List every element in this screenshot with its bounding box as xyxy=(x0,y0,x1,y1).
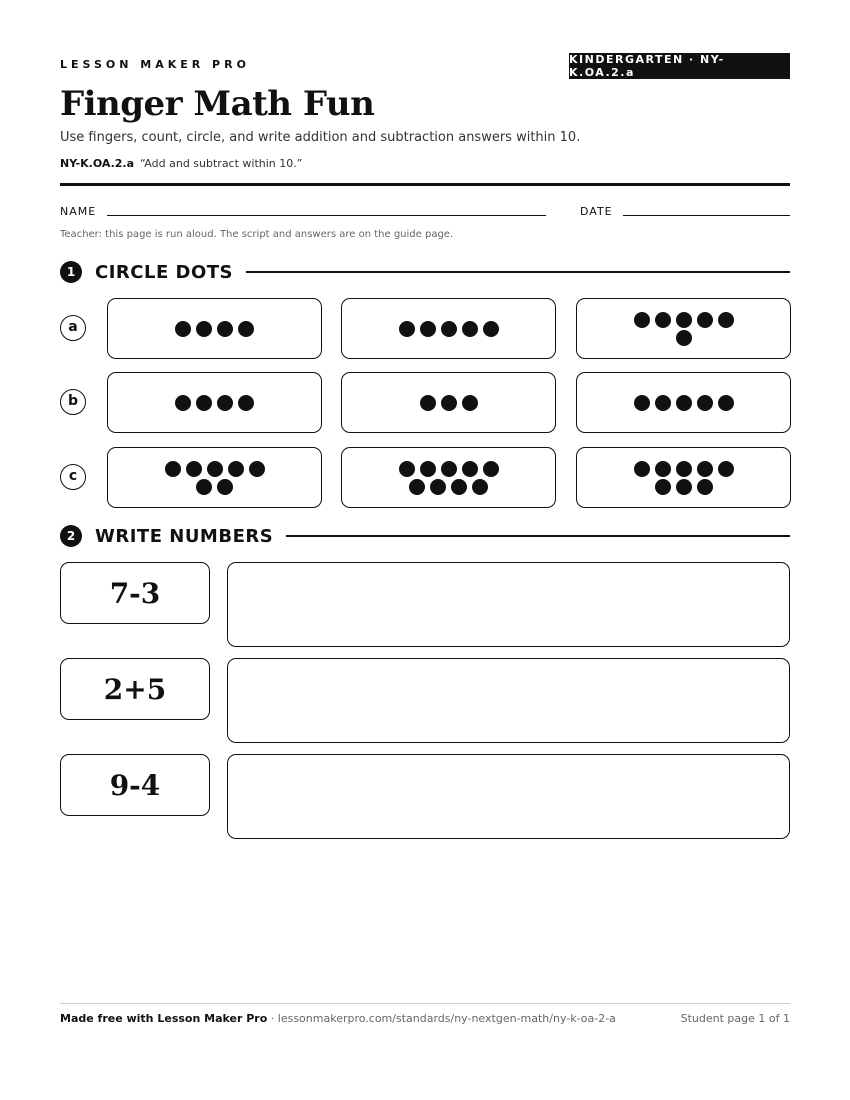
section-title: CIRCLE DOTS xyxy=(95,261,233,283)
footer-page-info: Student page 1 of 1 xyxy=(680,1012,790,1025)
dot xyxy=(207,461,223,477)
section-title: WRITE NUMBERS xyxy=(95,525,274,547)
dot xyxy=(420,321,436,337)
dot-row xyxy=(673,330,694,346)
dot-box[interactable] xyxy=(107,298,322,359)
dot xyxy=(441,321,457,337)
dot-box[interactable] xyxy=(341,298,556,359)
dot xyxy=(420,461,436,477)
dot xyxy=(399,321,415,337)
dot xyxy=(165,461,181,477)
section-rule xyxy=(286,535,790,537)
dot xyxy=(718,395,734,411)
dot xyxy=(718,312,734,328)
page-title: Finger Math Fun xyxy=(60,84,375,124)
dot xyxy=(238,395,254,411)
problem-expression: 7-3 xyxy=(60,562,210,624)
dot xyxy=(441,461,457,477)
standard-code: NY-K.OA.2.a xyxy=(60,157,135,170)
problem-expression: 2+5 xyxy=(60,658,210,720)
footer-divider xyxy=(60,1003,790,1004)
dot-box[interactable] xyxy=(341,372,556,433)
dot xyxy=(697,312,713,328)
dot xyxy=(472,479,488,495)
dot xyxy=(462,461,478,477)
dot-box[interactable] xyxy=(576,298,791,359)
dot xyxy=(483,461,499,477)
page-subtitle: Use fingers, count, circle, and write addition and subtraction answers within 10. xyxy=(60,130,581,145)
dot-row xyxy=(173,321,257,337)
dot-row xyxy=(631,461,736,477)
dot xyxy=(676,461,692,477)
dot xyxy=(655,479,671,495)
dot-row xyxy=(396,321,501,337)
dot xyxy=(175,321,191,337)
dot-box[interactable] xyxy=(341,447,556,508)
dot xyxy=(634,395,650,411)
dot-row xyxy=(407,479,491,495)
dot-box[interactable] xyxy=(576,447,791,508)
footer-made-with: Made free with Lesson Maker Pro xyxy=(60,1012,268,1025)
dot-row xyxy=(631,395,736,411)
dot-box[interactable] xyxy=(107,447,322,508)
dot xyxy=(676,395,692,411)
dot xyxy=(399,461,415,477)
section-circle-dots-header xyxy=(60,259,790,285)
standard-line xyxy=(60,157,302,170)
answer-box[interactable] xyxy=(227,754,790,839)
dot xyxy=(430,479,446,495)
dot xyxy=(462,395,478,411)
dot-row xyxy=(162,461,267,477)
dot-row xyxy=(173,395,257,411)
dot xyxy=(238,321,254,337)
section-write-numbers-header xyxy=(60,523,790,549)
answer-box[interactable] xyxy=(227,562,790,647)
dot xyxy=(676,330,692,346)
dot xyxy=(186,461,202,477)
dot xyxy=(634,461,650,477)
row-label-c: c xyxy=(60,464,86,490)
dot xyxy=(196,321,212,337)
name-label: NAME xyxy=(60,205,97,218)
dot xyxy=(634,312,650,328)
standard-text: “Add and subtract within 10.” xyxy=(140,157,303,170)
dot xyxy=(217,321,233,337)
footer-url[interactable]: · lessonmakerpro.com/standards/ny-nextgen-math/ny-k-oa-2-a xyxy=(267,1012,616,1025)
section-number: 2 xyxy=(60,525,82,547)
dot xyxy=(718,461,734,477)
name-field[interactable] xyxy=(107,215,546,216)
dot xyxy=(420,395,436,411)
dot xyxy=(483,321,499,337)
header-divider xyxy=(60,183,790,186)
dot xyxy=(441,395,457,411)
row-label-a: a xyxy=(60,315,86,341)
row-label-b: b xyxy=(60,389,86,415)
dot xyxy=(228,461,244,477)
date-field[interactable] xyxy=(623,215,790,216)
dot xyxy=(249,461,265,477)
dot xyxy=(697,479,713,495)
dot xyxy=(451,479,467,495)
dot xyxy=(409,479,425,495)
dot-row xyxy=(417,395,480,411)
brand-name: LESSON MAKER PRO xyxy=(60,58,250,71)
dot-row xyxy=(396,461,501,477)
dot xyxy=(196,395,212,411)
dot xyxy=(655,461,671,477)
answer-box[interactable] xyxy=(227,658,790,743)
teacher-note: Teacher: this page is run aloud. The script and answers are on the guide page. xyxy=(60,229,454,240)
dot xyxy=(462,321,478,337)
date-label: DATE xyxy=(580,205,613,218)
dot-box[interactable] xyxy=(107,372,322,433)
dot xyxy=(676,479,692,495)
dot xyxy=(175,395,191,411)
dot-row xyxy=(631,312,736,328)
dot xyxy=(697,461,713,477)
dot xyxy=(655,312,671,328)
dot-row xyxy=(652,479,715,495)
section-number: 1 xyxy=(60,261,82,283)
grade-badge: KINDERGARTEN · NY-K.OA.2.a xyxy=(569,53,790,79)
dot xyxy=(655,395,671,411)
problem-expression: 9-4 xyxy=(60,754,210,816)
footer-credit xyxy=(60,1012,616,1025)
dot-row xyxy=(194,479,236,495)
dot xyxy=(217,395,233,411)
dot xyxy=(217,479,233,495)
dot xyxy=(697,395,713,411)
dot-box[interactable] xyxy=(576,372,791,433)
dot xyxy=(676,312,692,328)
section-rule xyxy=(246,271,790,273)
dot xyxy=(196,479,212,495)
